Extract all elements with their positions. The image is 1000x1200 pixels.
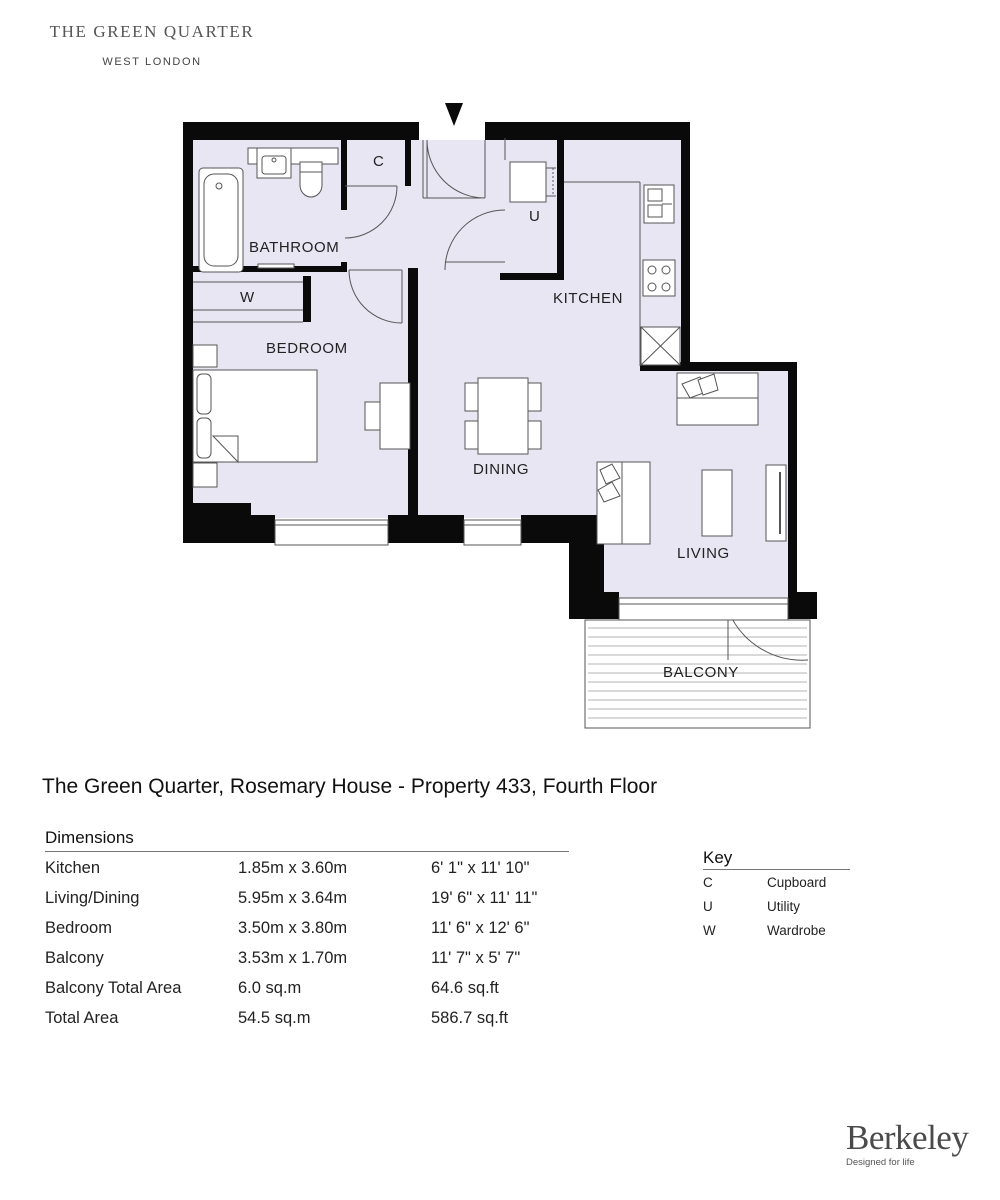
dimension-row-kitchen <box>45 852 569 882</box>
dimension-metric: 3.50m x 3.80m <box>238 919 348 937</box>
dimension-row-balcony <box>45 942 569 972</box>
dimension-metric: 54.5 sq.m <box>238 1009 311 1027</box>
key-row-utility <box>703 894 850 918</box>
property-title: The Green Quarter, Rosemary House - Property 433, Fourth Floor <box>42 775 658 798</box>
key-code: W <box>703 923 716 938</box>
room-label-bedroom: BEDROOM <box>266 340 348 357</box>
dimensions-table <box>45 828 569 1032</box>
dimension-imperial: 11' 6" x 12' 6" <box>431 919 530 937</box>
room-label-balcony: BALCONY <box>663 664 739 681</box>
dimension-imperial: 586.7 sq.ft <box>431 1009 509 1027</box>
key-row-wardrobe <box>703 918 850 942</box>
dimension-row-bedroom <box>45 912 569 942</box>
marker-wardrobe: W <box>240 289 255 306</box>
key-code: C <box>703 875 713 890</box>
dimension-row-total-area <box>45 1002 569 1032</box>
dimension-imperial: 19' 6" x 11' 11" <box>431 889 538 907</box>
dimension-name: Balcony Total Area <box>45 979 182 997</box>
key-legend <box>703 848 850 942</box>
dimension-name: Kitchen <box>45 859 101 877</box>
dimensions-heading: Dimensions <box>45 828 569 852</box>
dimension-metric: 1.85m x 3.60m <box>238 859 348 877</box>
room-label-bathroom: BATHROOM <box>249 239 340 256</box>
logo-wordmark: Berkeley <box>846 1118 969 1157</box>
key-heading: Key <box>703 848 850 870</box>
key-label: Wardrobe <box>767 923 826 938</box>
room-label-dining: DINING <box>473 461 530 478</box>
room-label-kitchen: KITCHEN <box>553 290 624 307</box>
dimension-name: Balcony <box>45 949 104 967</box>
dimension-metric: 6.0 sq.m <box>238 979 302 997</box>
key-label: Cupboard <box>767 875 827 890</box>
key-row-cupboard <box>703 870 850 894</box>
key-label: Utility <box>767 899 800 914</box>
berkeley-logo <box>846 1120 968 1168</box>
dimension-name: Living/Dining <box>45 889 140 907</box>
marker-utility: U <box>529 208 540 225</box>
entrance-arrow-icon <box>445 103 463 126</box>
dimension-imperial: 6' 1" x 11' 10" <box>431 859 530 877</box>
brand-title: THE GREEN QUARTER <box>49 22 255 41</box>
dimension-imperial: 11' 7" x 5' 7" <box>431 949 521 967</box>
dimension-imperial: 64.6 sq.ft <box>431 979 499 997</box>
key-code: U <box>703 899 713 914</box>
dimension-name: Bedroom <box>45 919 112 937</box>
dimension-metric: 3.53m x 1.70m <box>238 949 348 967</box>
dimension-row-balcony-total-area <box>45 972 569 1002</box>
dimension-metric: 5.95m x 3.64m <box>238 889 348 907</box>
brand-subtitle: WEST LONDON <box>102 56 202 68</box>
dimension-name: Total Area <box>45 1009 119 1027</box>
room-label-living: LIVING <box>677 545 730 562</box>
dimension-row-living-dining <box>45 882 569 912</box>
logo-tagline: Designed for life <box>846 1157 915 1168</box>
marker-cupboard: C <box>373 153 384 170</box>
